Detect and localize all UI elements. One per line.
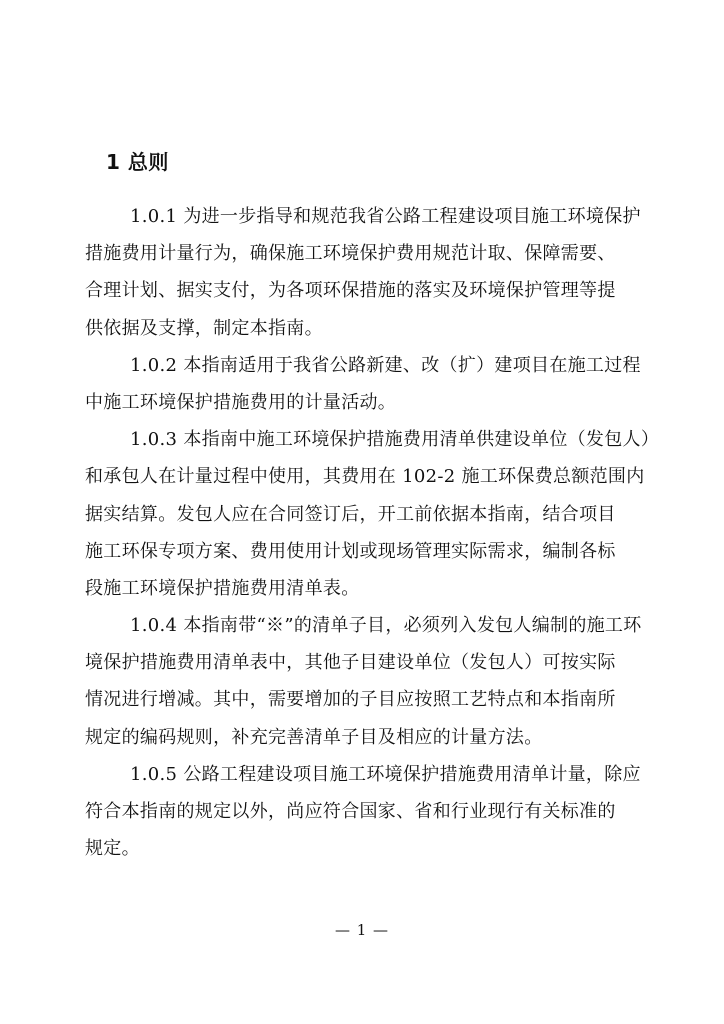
text-line: 据实结算。发包人应在合同签订后，开工前依据本指南，结合项目	[85, 503, 616, 525]
text-line: 1.0.3 本指南中施工环境保护措施费用清单供建设单位（发包人）	[130, 429, 660, 451]
page-number: — 1 —	[334, 921, 390, 939]
text-line: 规定。	[85, 838, 140, 860]
text-line: 1.0.1 为进一步指导和规范我省公路工程建设项目施工环境保护	[130, 206, 641, 227]
text-line: 情况进行增减。其中，需要增加的子目应按照工艺特点和本指南所	[85, 689, 616, 711]
text-line: 供依据及支撑，制定本指南。	[85, 317, 323, 339]
body-text	[85, 198, 660, 867]
text-line: 合理计划、据实支付，为各项环保措施的落实及环境保护管理等提	[85, 280, 616, 302]
text-line: 措施费用计量行为，确保施工环境保护费用规范计取、保障需要、	[85, 243, 616, 265]
text-line: 规定的编码规则，补充完善清单子目及相应的计量方法。	[85, 726, 543, 748]
text-line: 境保护措施费用清单表中，其他子目建设单位（发包人）可按实际	[85, 652, 616, 674]
text-line: 中施工环境保护措施费用的计量活动。	[85, 391, 397, 413]
text-line: 段施工环境保护措施费用清单表。	[85, 577, 360, 599]
text-line: 施工环保专项方案、费用使用计划或现场管理实际需求，编制各标	[85, 540, 616, 562]
text-line: 符合本指南的规定以外，尚应符合国家、省和行业现行有关标准的	[85, 801, 616, 822]
text-line: 和承包人在计量过程中使用，其费用在 102-2 施工环保费总额范围内	[85, 466, 645, 488]
chapter-title: 1 总则	[106, 150, 169, 174]
text-line: 1.0.4 本指南带“※”的清单子目，必须列入发包人编制的施工环	[130, 615, 642, 637]
text-line: 1.0.5 公路工程建设项目施工环境保护措施费用清单计量，除应	[130, 763, 641, 785]
text-line: 1.0.2 本指南适用于我省公路新建、改（扩）建项目在施工过程	[130, 354, 641, 376]
